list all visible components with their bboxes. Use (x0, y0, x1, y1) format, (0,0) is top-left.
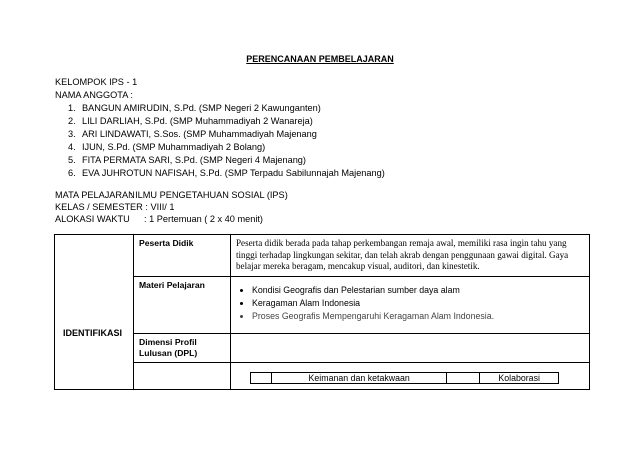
members-label: NAMA ANGGOTA : (55, 90, 133, 100)
time-allocation-line (55, 214, 263, 224)
class-semester-line: KELAS / SEMESTER : VIII/ 1 (55, 202, 175, 212)
group-label: KELOMPOK IPS - 1 (55, 77, 138, 87)
time-allocation-value: : 1 Pertemuan ( 2 x 40 menit) (144, 214, 263, 224)
page-title: PERENCANAAN PEMBELAJARAN (246, 54, 394, 64)
dpl-item: Keimanan dan ketakwaan (272, 372, 447, 383)
list-item: • Proses Geografis Mempengaruhi Keragaman Alam Indonesia. (252, 311, 584, 321)
list-item: • Kondisi Geografis dan Pelestarian sumber daya alam (252, 285, 584, 295)
member-name: IJUN, S.Pd. (SMP Muhammadiyah 2 Bolang) (82, 142, 266, 152)
subject-label: MATA PELAJARAN (55, 190, 135, 200)
dpl-checkbox-cell (251, 372, 272, 383)
member-number: 2. (68, 116, 76, 126)
identification-table (54, 234, 590, 390)
dpl-checkbox-cell (447, 372, 480, 383)
materi-pelajaran-label: Materi Pelajaran (134, 276, 231, 333)
member-number: 3. (68, 129, 76, 139)
member-item (68, 116, 313, 126)
time-allocation-label: ALOKASI WAKTU (55, 214, 130, 224)
member-name: EVA JUHROTUN NAFISAH, S.Pd. (SMP Terpadu Sabilunnajah Majenang) (82, 168, 385, 178)
member-item (68, 129, 317, 139)
member-name: ARI LINDAWATI, S.Sos. (SMP Muhammadiyah Majenang (82, 129, 317, 139)
list-item: • Keragaman Alam Indonesia (252, 298, 584, 308)
member-name: BANGUN AMIRUDIN, S.Pd. (SMP Negeri 2 Kawunganten) (82, 103, 321, 113)
member-number: 6. (68, 168, 76, 178)
table-row (55, 333, 590, 362)
materi-list (236, 285, 584, 321)
subject-line (55, 190, 288, 200)
member-name: FITA PERMATA SARI, S.Pd. (SMP Negeri 4 Majenang) (82, 155, 306, 165)
section-identifikasi: IDENTIFIKASI (55, 235, 134, 390)
dpl-item: Kolaborasi (480, 372, 559, 383)
member-number: 5. (68, 155, 76, 165)
member-item (68, 142, 265, 152)
dpl-empty-cell (231, 333, 590, 362)
dpl-options-cell (231, 362, 590, 389)
member-item (68, 168, 385, 178)
peserta-didik-description: Peserta didik berada pada tahap perkembangan remaja awal, memiliki rasa ingin tahu yang tinggi terhadap lingkungan sekitar, dan telah akrab dengan penggunaan gawai digital. Gaya belajar mereka beragam, mencakup visual, auditori, dan kinestetik. (231, 235, 590, 277)
member-item (68, 103, 321, 113)
member-number: 1. (68, 103, 76, 113)
table-row (55, 276, 590, 333)
table-row (55, 362, 590, 389)
member-item (68, 155, 306, 165)
dpl-label: Dimensi Profil Lulusan (DPL) (134, 333, 231, 362)
subject-value: : ILMU PENGETAHUAN SOSIAL (IPS) (130, 190, 288, 200)
peserta-didik-label: Peserta Didik (134, 235, 231, 277)
member-name: LILI DARLIAH, S.Pd. (SMP Muhammadiyah 2 Wanareja) (82, 116, 313, 126)
empty-label-cell (134, 362, 231, 389)
member-number: 4. (68, 142, 76, 152)
dpl-table (250, 372, 559, 384)
materi-pelajaran-cell (231, 276, 590, 333)
table-row (55, 235, 590, 277)
